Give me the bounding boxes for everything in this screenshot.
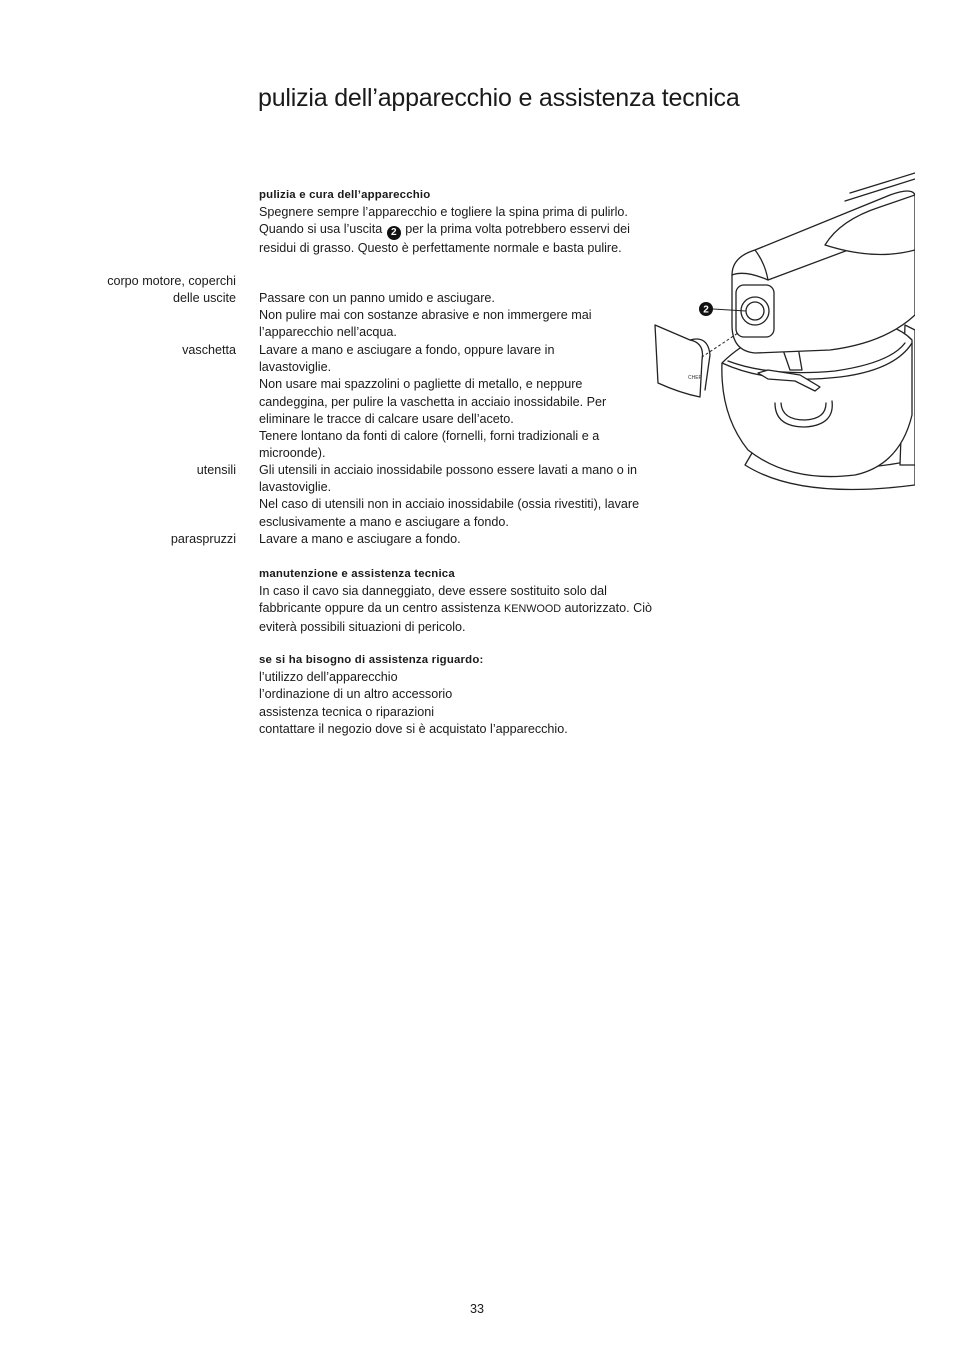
assistance-item: l’utilizzo dell’apparecchio xyxy=(259,670,398,685)
motor-text-line: Passare con un panno umido e asciugare. xyxy=(259,291,495,305)
motor-text xyxy=(259,290,699,342)
bowl-text-line: candeggina, per pulire la vaschetta in acciaio inossidabile. Per xyxy=(259,394,607,409)
tools-text-line: esclusivamente a mano e asciugare a fondo. xyxy=(259,514,509,529)
assistance-section xyxy=(259,652,699,738)
bowl-text xyxy=(259,342,699,462)
bowl-text-line: Non usare mai spazzolini o pagliette di metallo, e neppure xyxy=(259,377,583,392)
tools-text xyxy=(259,462,699,531)
bowl-text-line: Tenere lontano da fonti di calore (fornelli, forni tradizionali e a xyxy=(259,429,600,444)
motor-text-line: Non pulire mai con sostanze abrasive e non immergere mai xyxy=(259,308,592,323)
care-intro-line: Spegnere sempre l’apparecchio e togliere la spina prima di pulirlo. xyxy=(259,205,628,220)
label-motor-line2: delle uscite xyxy=(172,291,236,306)
label-splash: paraspruzzi xyxy=(170,532,236,546)
page-number: 33 xyxy=(469,1302,484,1316)
service-line: eviterà possibili situazioni di pericolo. xyxy=(259,619,466,634)
bowl-text-line: Lavare a mano e asciugare a fondo, oppure lavare in xyxy=(259,343,555,357)
motor-text-line: l’apparecchio nell’acqua. xyxy=(259,325,397,340)
outlet-cover xyxy=(655,325,703,397)
label-motor xyxy=(36,273,236,307)
callout-number: 2 xyxy=(703,304,709,316)
outlet-cover-text: CHEF xyxy=(688,375,702,381)
assistance-item: contattare il negozio dove si è acquistato l’apparecchio. xyxy=(259,721,568,736)
care-intro-text: per la prima volta potrebbero esservi dei xyxy=(405,222,630,237)
tools-text-line: lavastoviglie. xyxy=(259,480,332,495)
service-section xyxy=(259,566,699,636)
mixer-illustration xyxy=(650,165,915,505)
bowl-text-line: lavastoviglie. xyxy=(259,360,332,375)
bowl-text-line: eliminare le tracce di calcare usare dell’aceto. xyxy=(259,411,514,426)
outlet-number-badge: 2 xyxy=(387,226,401,240)
page-title: pulizia dell’apparecchio e assistenza tecnica xyxy=(258,84,740,112)
care-section xyxy=(259,187,699,257)
tools-text-line: Nel caso di utensili non in acciaio inossidabile (ossia rivestiti), lavare xyxy=(259,497,640,512)
service-line: In caso il cavo sia danneggiato, deve essere sostituito solo dal xyxy=(259,584,607,599)
service-text: fabbricante oppure da un centro assistenza xyxy=(259,601,501,616)
care-intro-text: Quando si usa l’uscita xyxy=(259,222,383,237)
splash-text: Lavare a mano e asciugare a fondo. xyxy=(259,532,461,546)
assistance-item: assistenza tecnica o riparazioni xyxy=(259,704,435,719)
label-tools: utensili xyxy=(196,463,236,477)
care-heading: pulizia e cura dell’apparecchio xyxy=(259,189,431,201)
care-intro-line: residui di grasso. Questo è perfettamente normale e basta pulire. xyxy=(259,241,622,255)
label-bowl: vaschetta xyxy=(182,343,236,357)
mixer-head-stripe xyxy=(850,173,915,193)
assistance-heading: se si ha bisogno di assistenza riguardo: xyxy=(259,654,484,666)
service-text: autorizzato. Ciò xyxy=(564,601,653,616)
assistance-item: l’ordinazione di un altro accessorio xyxy=(259,687,453,702)
service-line xyxy=(259,600,699,618)
bowl-text-line: microonde). xyxy=(259,446,326,461)
service-heading: manutenzione e assistenza tecnica xyxy=(259,568,455,580)
care-intro-line xyxy=(259,221,699,240)
label-motor-line1: corpo motore, coperchi xyxy=(107,274,236,288)
brand-name: KENWOOD xyxy=(504,603,562,616)
tools-text-line: Gli utensili in acciaio inossidabile possono essere lavati a mano o in xyxy=(259,463,638,477)
